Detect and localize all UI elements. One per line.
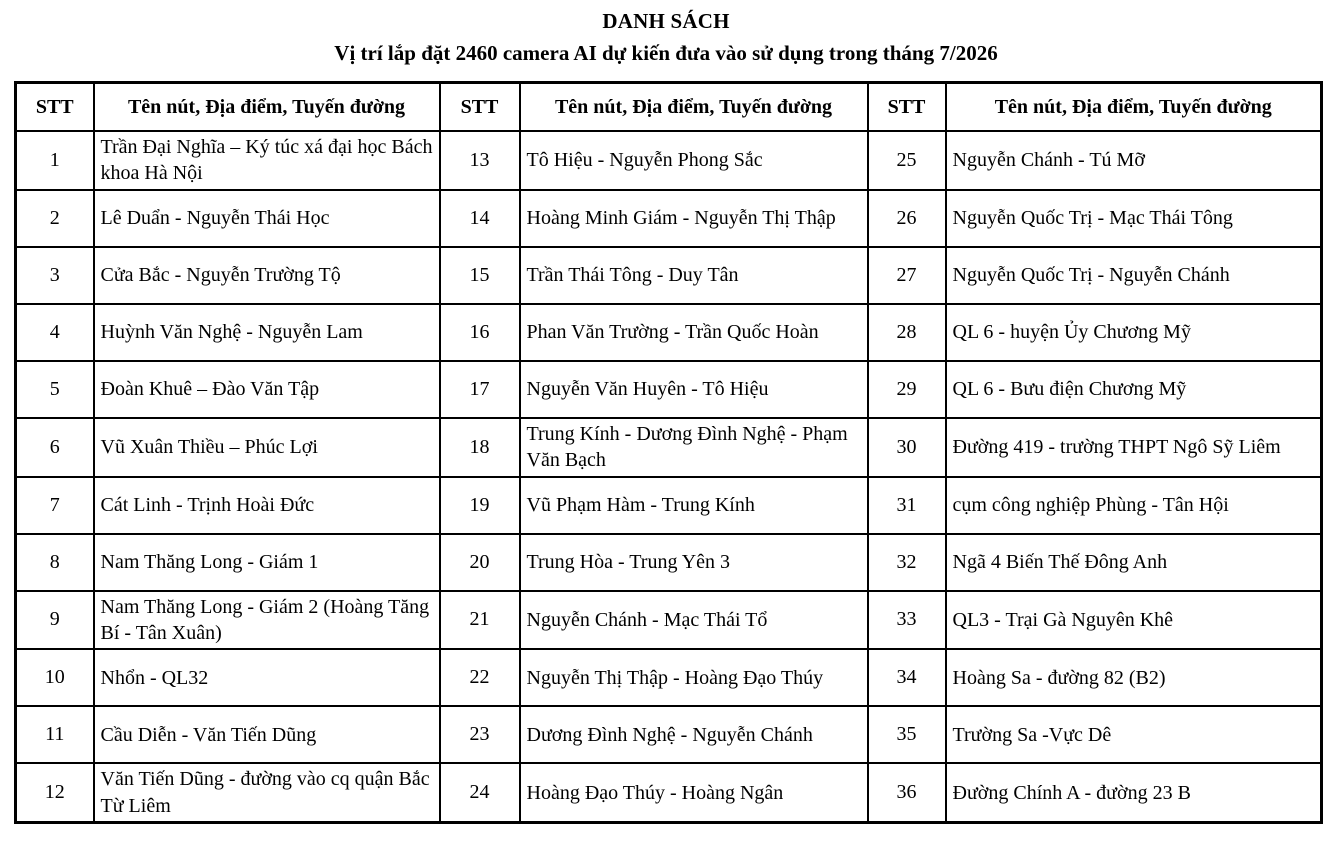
location-cell: Nguyễn Quốc Trị - Mạc Thái Tông (946, 190, 1322, 247)
stt-cell: 17 (440, 361, 520, 418)
table-row (16, 361, 1322, 418)
location-cell: Nam Thăng Long - Giám 2 (Hoàng Tăng Bí - Tân Xuân) (94, 591, 440, 650)
header-stt-2: STT (440, 83, 520, 132)
stt-cell: 8 (16, 534, 94, 591)
location-cell: cụm công nghiệp Phùng - Tân Hội (946, 477, 1322, 534)
location-cell: Dương Đình Nghệ - Nguyễn Chánh (520, 706, 868, 763)
location-cell: Hoàng Minh Giám - Nguyễn Thị Thập (520, 190, 868, 247)
location-cell: Nguyễn Quốc Trị - Nguyễn Chánh (946, 247, 1322, 304)
location-cell: Trung Hòa - Trung Yên 3 (520, 534, 868, 591)
stt-cell: 1 (16, 131, 94, 190)
location-cell: Trường Sa -Vực Dê (946, 706, 1322, 763)
camera-location-table (14, 81, 1323, 824)
location-cell: Ngã 4 Biến Thế Đông Anh (946, 534, 1322, 591)
table-row (16, 477, 1322, 534)
stt-cell: 16 (440, 304, 520, 361)
stt-cell: 31 (868, 477, 946, 534)
stt-cell: 11 (16, 706, 94, 763)
location-cell: Nhổn - QL32 (94, 649, 440, 706)
stt-cell: 13 (440, 131, 520, 190)
location-cell: Trung Kính - Dương Đình Nghệ - Phạm Văn Bạch (520, 418, 868, 477)
stt-cell: 30 (868, 418, 946, 477)
stt-cell: 19 (440, 477, 520, 534)
stt-cell: 6 (16, 418, 94, 477)
table-row (16, 591, 1322, 650)
table-row (16, 534, 1322, 591)
location-cell: Nguyễn Văn Huyên - Tô Hiệu (520, 361, 868, 418)
stt-cell: 3 (16, 247, 94, 304)
stt-cell: 27 (868, 247, 946, 304)
stt-cell: 7 (16, 477, 94, 534)
table-row (16, 418, 1322, 477)
location-cell: QL 6 - Bưu điện Chương Mỹ (946, 361, 1322, 418)
stt-cell: 24 (440, 763, 520, 822)
table-row (16, 763, 1322, 822)
location-cell: Nguyễn Chánh - Tú Mỡ (946, 131, 1322, 190)
location-cell: Phan Văn Trường - Trần Quốc Hoàn (520, 304, 868, 361)
location-cell: Đoàn Khuê – Đào Văn Tập (94, 361, 440, 418)
location-cell: Vũ Xuân Thiều – Phúc Lợi (94, 418, 440, 477)
location-cell: Hoàng Đạo Thúy - Hoàng Ngân (520, 763, 868, 822)
table-row (16, 304, 1322, 361)
stt-cell: 2 (16, 190, 94, 247)
stt-cell: 35 (868, 706, 946, 763)
table-row (16, 131, 1322, 190)
stt-cell: 34 (868, 649, 946, 706)
stt-cell: 28 (868, 304, 946, 361)
location-cell: Cửa Bắc - Nguyễn Trường Tộ (94, 247, 440, 304)
location-cell: Tô Hiệu - Nguyễn Phong Sắc (520, 131, 868, 190)
stt-cell: 33 (868, 591, 946, 650)
stt-cell: 22 (440, 649, 520, 706)
stt-cell: 5 (16, 361, 94, 418)
stt-cell: 26 (868, 190, 946, 247)
location-cell: Nguyễn Chánh - Mạc Thái Tổ (520, 591, 868, 650)
location-cell: Trần Thái Tông - Duy Tân (520, 247, 868, 304)
location-cell: Đường Chính A - đường 23 B (946, 763, 1322, 822)
location-cell: Đường 419 - trường THPT Ngô Sỹ Liêm (946, 418, 1322, 477)
header-location-2: Tên nút, Địa điểm, Tuyến đường (520, 83, 868, 132)
location-cell: Trần Đại Nghĩa – Ký túc xá đại học Bách khoa Hà Nội (94, 131, 440, 190)
document-title: DANH SÁCH (602, 9, 730, 33)
location-cell: Vũ Phạm Hàm - Trung Kính (520, 477, 868, 534)
header-row (16, 83, 1322, 132)
table-row (16, 247, 1322, 304)
stt-cell: 32 (868, 534, 946, 591)
stt-cell: 15 (440, 247, 520, 304)
stt-cell: 36 (868, 763, 946, 822)
location-cell: Văn Tiến Dũng - đường vào cq quận Bắc Từ Liêm (94, 763, 440, 822)
stt-cell: 9 (16, 591, 94, 650)
stt-cell: 4 (16, 304, 94, 361)
stt-cell: 29 (868, 361, 946, 418)
stt-cell: 25 (868, 131, 946, 190)
header-location-3: Tên nút, Địa điểm, Tuyến đường (946, 83, 1322, 132)
header-stt-3: STT (868, 83, 946, 132)
location-cell: Nam Thăng Long - Giám 1 (94, 534, 440, 591)
header-location-1: Tên nút, Địa điểm, Tuyến đường (94, 83, 440, 132)
stt-cell: 20 (440, 534, 520, 591)
location-cell: Lê Duẩn - Nguyễn Thái Học (94, 190, 440, 247)
stt-cell: 23 (440, 706, 520, 763)
location-cell: Hoàng Sa - đường 82 (B2) (946, 649, 1322, 706)
table-row (16, 649, 1322, 706)
location-cell: Huỳnh Văn Nghệ - Nguyễn Lam (94, 304, 440, 361)
stt-cell: 12 (16, 763, 94, 822)
location-cell: QL 6 - huyện Ủy Chương Mỹ (946, 304, 1322, 361)
document-subtitle: Vị trí lắp đặt 2460 camera AI dự kiến đưa vào sử dụng trong tháng 7/2026 (334, 41, 998, 65)
location-cell: Cầu Diễn - Văn Tiến Dũng (94, 706, 440, 763)
table-row (16, 190, 1322, 247)
location-cell: Cát Linh - Trịnh Hoài Đức (94, 477, 440, 534)
location-cell: Nguyễn Thị Thập - Hoàng Đạo Thúy (520, 649, 868, 706)
stt-cell: 21 (440, 591, 520, 650)
stt-cell: 18 (440, 418, 520, 477)
table-row (16, 706, 1322, 763)
stt-cell: 14 (440, 190, 520, 247)
header-stt-1: STT (16, 83, 94, 132)
location-cell: QL3 - Trại Gà Nguyên Khê (946, 591, 1322, 650)
stt-cell: 10 (16, 649, 94, 706)
